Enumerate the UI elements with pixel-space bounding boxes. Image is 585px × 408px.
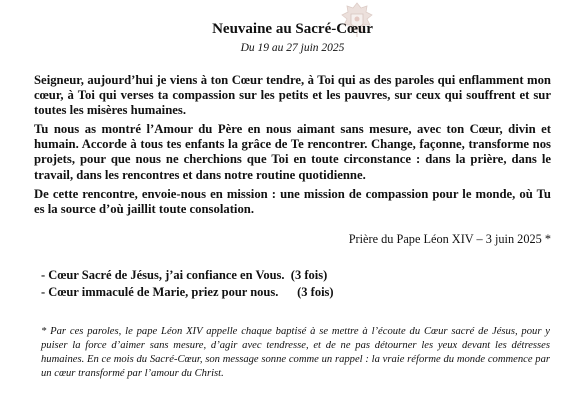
invocations-list — [41, 267, 521, 301]
footnote: * Par ces paroles, le pape Léon XIV appelle chaque baptisé à se mettre à l’écoute du Cœur sacré de Jésus, pour y puiser la force d’aimer sans mesure, d’agir avec tendresse, et de ne pas détourner les yeux devant les détresses humaines. En ce mois du Sacré-Cœur, son message sonne comme un rappel : la vraie réforme du monde commence par un cœur transformé par l’amour du Christ. — [41, 326, 550, 380]
prayer-paragraph: Seigneur, aujourd’hui je viens à ton Cœur tendre, à Toi qui as des paroles qui enflamment mon cœur, à Toi qui verses ta compassion sur les petits et les pauvres, sur ceux qui souffrent et sur toutes les misères humaines. — [34, 73, 551, 118]
invocation-repeat: (3 fois) — [290, 268, 328, 282]
invocation-text: - Cœur immaculé de Marie, priez pour nous. — [41, 285, 279, 299]
prayer-attribution: Prière du Pape Léon XIV – 3 juin 2025 * — [348, 232, 551, 246]
page-title: Neuvaine au Sacré-Cœur — [212, 21, 373, 37]
invocation-text: - Cœur Sacré de Jésus, j’ai confiance en Vous. — [41, 268, 285, 282]
prayer-paragraph: Tu nous as montré l’Amour du Père en nous aimant sans mesure, avec ton Cœur, divin et humain. Accorde à tous tes enfants la grâce de Te rencontrer. Change, façonne, transforme nos projets, pour que nous ne cherchions que Toi en toute circonstance : dans la prière, dans le travail, dans les rencontres et dans notre routine quotidienne. — [34, 122, 551, 182]
prayer-text — [34, 73, 551, 221]
invocation-line — [41, 284, 521, 301]
invocation-line — [41, 267, 521, 284]
novena-dates: Du 19 au 27 juin 2025 — [240, 42, 345, 54]
prayer-paragraph: De cette rencontre, envoie-nous en mission : une mission de compassion pour le monde, où Tu es la source d’où jaillit toute consolation. — [34, 186, 551, 216]
invocation-repeat: (3 fois) — [297, 285, 334, 299]
